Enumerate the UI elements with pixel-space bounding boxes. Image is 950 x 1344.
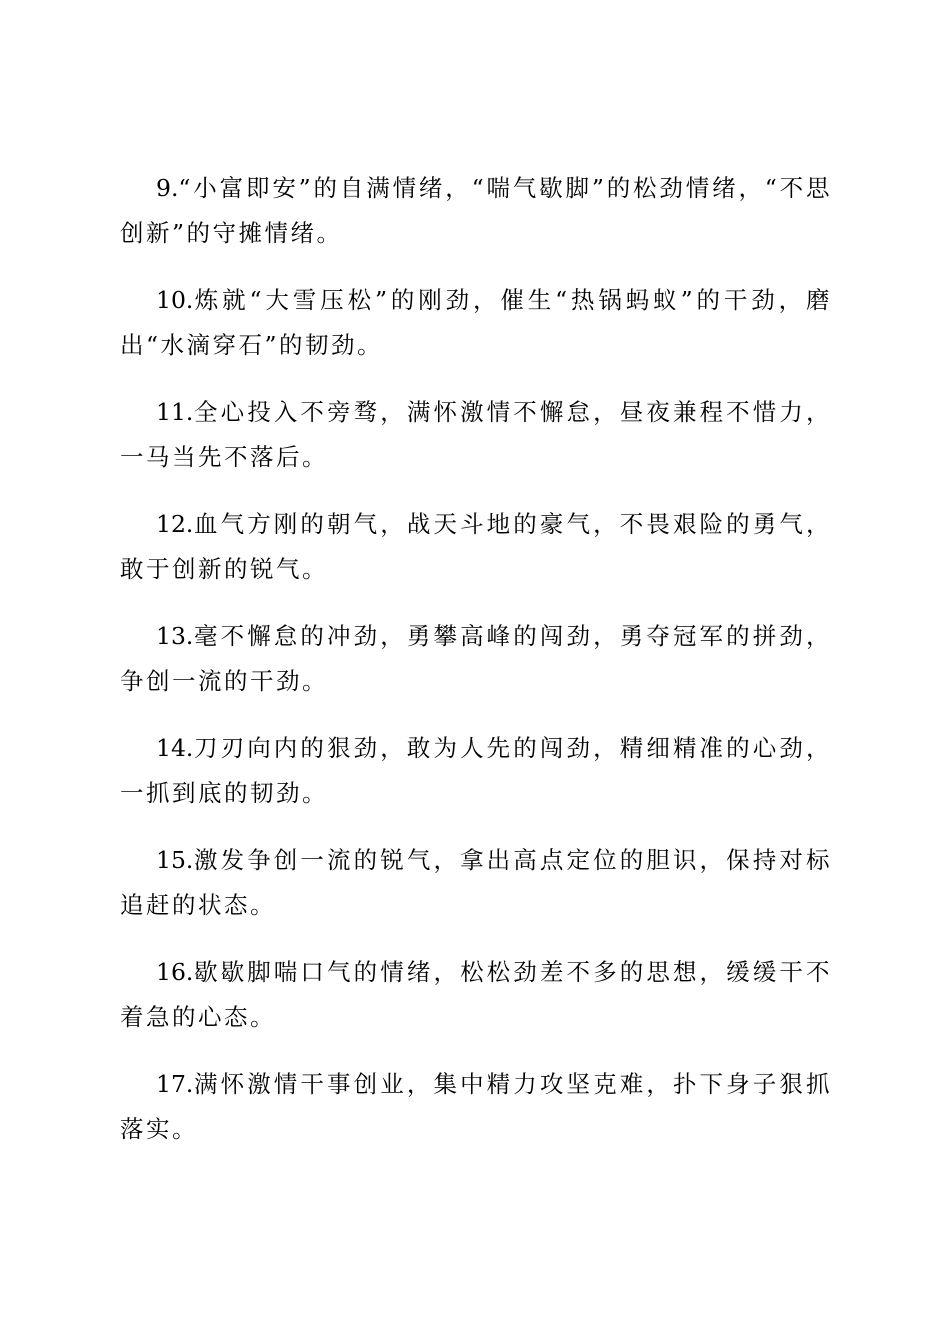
item-text: 血气方刚的朝气，战天斗地的豪气，不畏艰险的勇气，敢于创新的锐气。 xyxy=(120,510,832,583)
item-number: 15. xyxy=(156,846,194,874)
list-item xyxy=(120,502,832,592)
item-number: 10. xyxy=(156,286,194,314)
item-text: “小富即安”的自满情绪，“喘气歇脚”的松劲情绪，“不思创新”的守摊情绪。 xyxy=(120,174,832,247)
item-number: 12. xyxy=(156,510,194,538)
item-text: 全心投入不旁骛，满怀激情不懈怠，昼夜兼程不惜力，一马当先不落后。 xyxy=(120,398,832,471)
list-item xyxy=(120,166,832,256)
list-item xyxy=(120,390,832,480)
item-number: 13. xyxy=(156,622,194,650)
item-text: 激发争创一流的锐气，拿出高点定位的胆识，保持对标追赶的状态。 xyxy=(120,846,832,919)
document-body xyxy=(120,166,832,1174)
item-number: 16. xyxy=(156,958,194,986)
list-item xyxy=(120,1062,832,1152)
list-item xyxy=(120,838,832,928)
item-text: 毫不懈怠的冲劲，勇攀高峰的闯劲，勇夺冠军的拼劲，争创一流的干劲。 xyxy=(120,622,832,695)
item-text: 炼就“大雪压松”的刚劲，催生“热锅蚂蚁”的干劲，磨出“水滴穿石”的韧劲。 xyxy=(120,286,832,359)
item-text: 满怀激情干事创业，集中精力攻坚克难，扑下身子狠抓落实。 xyxy=(120,1070,832,1143)
item-number: 11. xyxy=(156,398,194,426)
item-text: 歇歇脚喘口气的情绪，松松劲差不多的思想，缓缓干不着急的心态。 xyxy=(120,958,832,1031)
list-item xyxy=(120,614,832,704)
list-item xyxy=(120,950,832,1040)
item-text: 刀刃向内的狠劲，敢为人先的闯劲，精细精准的心劲，一抓到底的韧劲。 xyxy=(120,734,832,807)
list-item xyxy=(120,726,832,816)
list-item xyxy=(120,278,832,368)
item-number: 17. xyxy=(156,1070,194,1098)
item-number: 9. xyxy=(156,174,179,202)
item-number: 14. xyxy=(156,734,194,762)
